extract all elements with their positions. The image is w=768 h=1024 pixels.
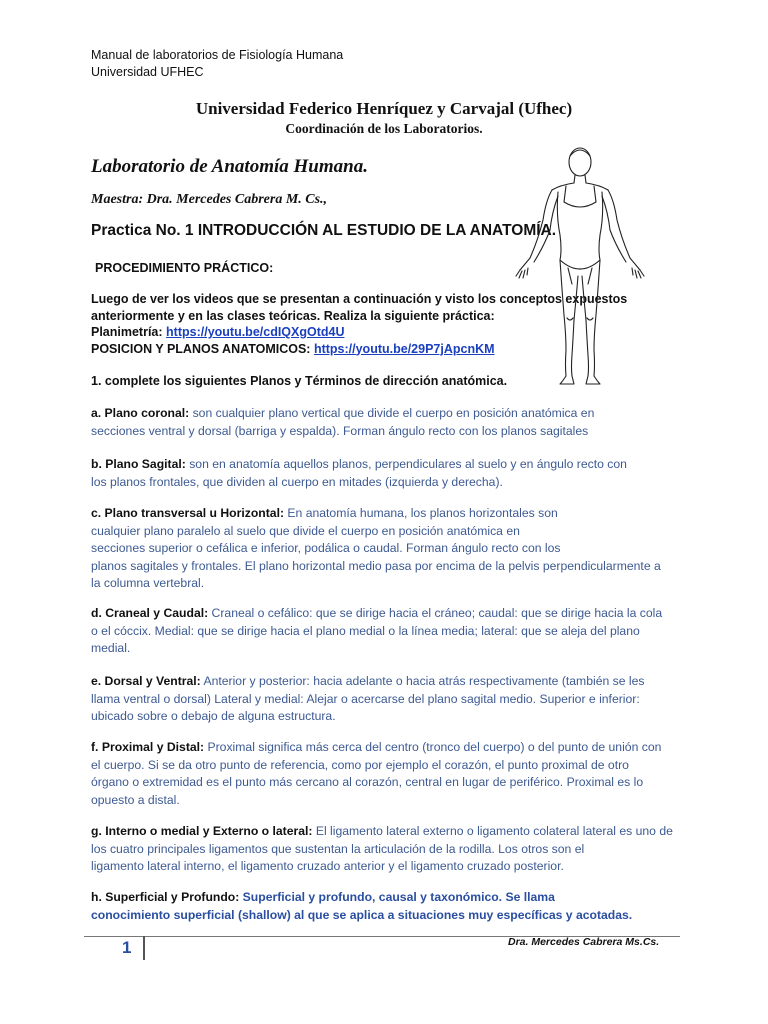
item-line [91, 474, 691, 492]
item-text: opuesto a distal. [91, 792, 180, 807]
item-h [91, 889, 691, 924]
item-text: llama ventral o dorsal) Lateral y medial: Alejar o acercarse del plano sagital medio. Superior e inferior: [91, 691, 640, 706]
item-text: son en anatomía aquellos planos, perpendiculares al suelo y en ángulo recto con [185, 457, 627, 471]
position-link[interactable]: https://youtu.be/29P7jApcnKM [313, 341, 495, 356]
item-label: d. Craneal y Caudal: [91, 606, 209, 620]
item-line [91, 423, 691, 441]
item-c [91, 505, 691, 593]
item-line [91, 907, 691, 925]
item-text: son cualquier plano vertical que divide el cuerpo en posición anatómica en [189, 406, 595, 420]
page-number: 1 [122, 938, 132, 957]
item-text: Anterior y posterior: hacia adelante o hacia atrás respectivamente (también se les [200, 674, 645, 688]
item-text: órgano o extremidad es el punto más cercano al corazón, central en lugar de periférico. Proximal es lo [91, 775, 644, 789]
item-line [91, 640, 691, 658]
item-label: a. Plano coronal: [91, 406, 190, 420]
item-label: h. Superficial y Profundo: [91, 890, 240, 904]
teacher-line: Maestra: Dra. Mercedes Cabrera M. Cs., [91, 192, 328, 207]
item-text: secciones superior o cefálica e inferior, podálica o caudal. Forman ángulo recto con los [91, 541, 561, 555]
manual-title: Manual de laboratorios de Fisiología Humana [91, 48, 344, 62]
page-number-separator [143, 936, 145, 960]
university-short: Universidad UFHEC [91, 65, 204, 79]
item-label: b. Plano Sagital: [91, 457, 186, 471]
item-line [91, 673, 691, 691]
procedure-heading: PROCEDIMIENTO PRÁCTICO: [95, 261, 274, 275]
item-text: ligamento lateral interno, el ligamento cruzado anterior y el ligamento cruzado posterior. [91, 859, 564, 873]
item-text: la columna vertebral. [91, 576, 205, 590]
item-text: los cuatro principales ligamentos que sustentan la articulación de la rodilla. Los otros son el [91, 841, 585, 856]
item-label: f. Proximal y Distal: [91, 740, 205, 754]
item-label: g. Interno o medial y Externo o lateral: [91, 824, 313, 838]
item-line [91, 558, 691, 576]
item-line [91, 708, 691, 726]
item-line [91, 456, 691, 474]
item-e [91, 673, 691, 726]
item-line [91, 889, 691, 907]
item-line [91, 757, 691, 775]
university-title: Universidad Federico Henríquez y Carvajal (Ufhec) [195, 99, 573, 118]
item-text: o el cóccix. Medial: que se dirige hacia el plano medial o la línea media; lateral: que se aleja del plano [91, 623, 640, 638]
item-line [91, 405, 691, 423]
item-line [91, 792, 691, 810]
item-text: el cuerpo. Si se da otro punto de referencia, como por ejemplo el corazón, el punto proximal de otro [91, 757, 629, 772]
item-line [91, 691, 691, 709]
item-d [91, 605, 691, 658]
item-line [91, 858, 691, 876]
item-line [91, 505, 691, 523]
item-text: planos sagitales y frontales. El plano horizontal medio pasa por encima de la pelvis perpendicularmente a [91, 558, 661, 573]
practice-title: Practica No. 1 INTRODUCCIÓN AL ESTUDIO DE LA ANATOMÍA. [91, 222, 557, 239]
item-line [91, 841, 691, 859]
planimetry-link[interactable]: https://youtu.be/cdIQXgOtd4U [166, 325, 345, 339]
item-label: e. Dorsal y Ventral: [91, 674, 201, 688]
item-text: medial. [91, 641, 131, 655]
item-line [91, 523, 691, 541]
item-line [91, 823, 691, 841]
item-text: los planos frontales, que dividen al cuerpo en mitades (izquierda y derecha). [91, 474, 503, 489]
position-label: POSICION Y PLANOS ANATOMICOS: [91, 341, 314, 356]
planimetry-label: Planimetría: [91, 325, 167, 339]
item-text: secciones ventral y dorsal (barriga y espalda). Forman ángulo recto con los planos sagitales [91, 423, 589, 438]
question-1: 1. complete los siguientes Planos y Términos de dirección anatómica. [91, 374, 508, 388]
item-label: c. Plano transversal u Horizontal: [91, 506, 285, 520]
item-text: Craneal o cefálico: que se dirige hacia el cráneo; caudal: que se dirige hacia la cola [208, 606, 663, 620]
item-line [91, 774, 691, 792]
footer-author: Dra. Mercedes Cabrera Ms.Cs. [508, 936, 660, 948]
item-a [91, 405, 691, 440]
item-b [91, 456, 691, 491]
item-text: Proximal significa más cerca del centro (tronco del cuerpo) o del punto de unión con [204, 740, 662, 754]
item-line [91, 739, 691, 757]
item-text: conocimiento superficial (shallow) al que se aplica a situaciones muy específicas y acotadas. [91, 907, 633, 922]
coordination-subtitle: Coordinación de los Laboratorios. [285, 121, 483, 136]
intro-line-2: anteriormente y en las clases teóricas. Realiza la siguiente práctica: [91, 308, 495, 323]
item-text: Superficial y profundo, causal y taxonómico. Se llama [239, 890, 555, 904]
lab-title: Laboratorio de Anatomía Humana. [91, 156, 368, 177]
intro-line-1: Luego de ver los videos que se presentan a continuación y visto los conceptos expuestos [91, 292, 628, 306]
item-line [91, 623, 691, 641]
item-text: cualquier plano paralelo al suelo que divide el cuerpo en posición anatómica en [91, 523, 520, 538]
item-line [91, 540, 691, 558]
anatomical-figure-illustration [510, 140, 650, 390]
item-text: El ligamento lateral externo o ligamento colateral lateral es uno de [312, 824, 673, 838]
item-g [91, 823, 691, 876]
item-f [91, 739, 691, 809]
item-line [91, 605, 691, 623]
item-line [91, 575, 691, 593]
item-text: En anatomía humana, los planos horizontales son [284, 506, 558, 520]
item-text: ubicado sobre o debajo de alguna estructura. [91, 709, 336, 723]
